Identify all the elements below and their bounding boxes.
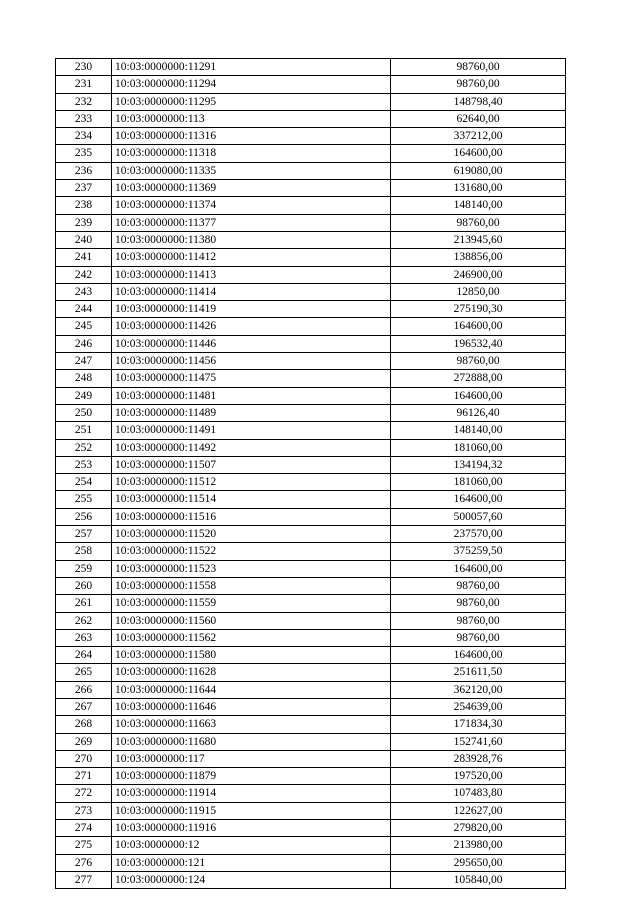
row-number-cell: 234 (56, 128, 112, 145)
cadastral-number-cell: 10:03:0000000:11520 (112, 526, 391, 543)
table-row (56, 612, 566, 629)
table-row (56, 647, 566, 664)
row-number-cell: 256 (56, 508, 112, 525)
row-number-cell: 232 (56, 93, 112, 110)
table-row (56, 370, 566, 387)
cadastral-value-table (55, 58, 566, 889)
cadastral-number-cell: 10:03:0000000:11559 (112, 595, 391, 612)
amount-cell: 213980,00 (391, 837, 566, 854)
amount-cell: 98760,00 (391, 353, 566, 370)
amount-cell: 134194,32 (391, 456, 566, 473)
amount-cell: 181060,00 (391, 439, 566, 456)
row-number-cell: 259 (56, 560, 112, 577)
amount-cell: 164600,00 (391, 145, 566, 162)
amount-cell: 272888,00 (391, 370, 566, 387)
cadastral-number-cell: 10:03:0000000:11412 (112, 249, 391, 266)
cadastral-number-cell: 10:03:0000000:11426 (112, 318, 391, 335)
table-row (56, 404, 566, 421)
row-number-cell: 260 (56, 577, 112, 594)
row-number-cell: 263 (56, 629, 112, 646)
cadastral-number-cell: 10:03:0000000:11580 (112, 647, 391, 664)
amount-cell: 164600,00 (391, 318, 566, 335)
row-number-cell: 267 (56, 698, 112, 715)
amount-cell: 152741,60 (391, 733, 566, 750)
table-row (56, 577, 566, 594)
table-row (56, 59, 566, 76)
amount-cell: 337212,00 (391, 128, 566, 145)
cadastral-number-cell: 10:03:0000000:11456 (112, 353, 391, 370)
cadastral-number-cell: 10:03:0000000:11915 (112, 802, 391, 819)
cadastral-number-cell: 10:03:0000000:11413 (112, 266, 391, 283)
row-number-cell: 230 (56, 59, 112, 76)
table-row (56, 180, 566, 197)
row-number-cell: 235 (56, 145, 112, 162)
row-number-cell: 268 (56, 716, 112, 733)
amount-cell: 254639,00 (391, 698, 566, 715)
cadastral-number-cell: 10:03:0000000:124 (112, 871, 391, 888)
row-number-cell: 255 (56, 491, 112, 508)
cadastral-number-cell: 10:03:0000000:11316 (112, 128, 391, 145)
row-number-cell: 272 (56, 785, 112, 802)
amount-cell: 375259,50 (391, 543, 566, 560)
cadastral-number-cell: 10:03:0000000:11291 (112, 59, 391, 76)
cadastral-number-cell: 10:03:0000000:113 (112, 110, 391, 127)
table-row (56, 110, 566, 127)
row-number-cell: 237 (56, 180, 112, 197)
row-number-cell: 258 (56, 543, 112, 560)
table-row (56, 76, 566, 93)
cadastral-number-cell: 10:03:0000000:11562 (112, 629, 391, 646)
row-number-cell: 249 (56, 387, 112, 404)
row-number-cell: 252 (56, 439, 112, 456)
cadastral-number-cell: 10:03:0000000:121 (112, 854, 391, 871)
amount-cell: 164600,00 (391, 387, 566, 404)
cadastral-number-cell: 10:03:0000000:11558 (112, 577, 391, 594)
table-row (56, 716, 566, 733)
table-row (56, 681, 566, 698)
amount-cell: 98760,00 (391, 214, 566, 231)
table-row (56, 871, 566, 888)
table-row (56, 128, 566, 145)
amount-cell: 164600,00 (391, 560, 566, 577)
cadastral-number-cell: 10:03:0000000:11916 (112, 820, 391, 837)
row-number-cell: 264 (56, 647, 112, 664)
table-row (56, 301, 566, 318)
table-row (56, 698, 566, 715)
amount-cell: 251611,50 (391, 664, 566, 681)
cadastral-number-cell: 10:03:0000000:11512 (112, 474, 391, 491)
table-row (56, 266, 566, 283)
cadastral-number-cell: 10:03:0000000:11516 (112, 508, 391, 525)
row-number-cell: 239 (56, 214, 112, 231)
row-number-cell: 275 (56, 837, 112, 854)
table-row (56, 508, 566, 525)
amount-cell: 619080,00 (391, 162, 566, 179)
amount-cell: 62640,00 (391, 110, 566, 127)
cadastral-number-cell: 10:03:0000000:11481 (112, 387, 391, 404)
amount-cell: 98760,00 (391, 76, 566, 93)
cadastral-number-cell: 10:03:0000000:11492 (112, 439, 391, 456)
amount-cell: 213945,60 (391, 231, 566, 248)
cadastral-number-cell: 10:03:0000000:11507 (112, 456, 391, 473)
table-row (56, 526, 566, 543)
row-number-cell: 238 (56, 197, 112, 214)
row-number-cell: 254 (56, 474, 112, 491)
amount-cell: 196532,40 (391, 335, 566, 352)
amount-cell: 138856,00 (391, 249, 566, 266)
row-number-cell: 262 (56, 612, 112, 629)
amount-cell: 122627,00 (391, 802, 566, 819)
amount-cell: 197520,00 (391, 768, 566, 785)
cadastral-number-cell: 10:03:0000000:11514 (112, 491, 391, 508)
cadastral-number-cell: 10:03:0000000:11680 (112, 733, 391, 750)
cadastral-number-cell: 10:03:0000000:11318 (112, 145, 391, 162)
row-number-cell: 271 (56, 768, 112, 785)
amount-cell: 148140,00 (391, 197, 566, 214)
table-row (56, 422, 566, 439)
cadastral-number-cell: 10:03:0000000:11377 (112, 214, 391, 231)
cadastral-number-cell: 10:03:0000000:117 (112, 750, 391, 767)
row-number-cell: 277 (56, 871, 112, 888)
table-row (56, 318, 566, 335)
amount-cell: 131680,00 (391, 180, 566, 197)
row-number-cell: 231 (56, 76, 112, 93)
row-number-cell: 273 (56, 802, 112, 819)
table-row (56, 543, 566, 560)
row-number-cell: 236 (56, 162, 112, 179)
amount-cell: 107483,80 (391, 785, 566, 802)
amount-cell: 295650,00 (391, 854, 566, 871)
table-row (56, 802, 566, 819)
amount-cell: 164600,00 (391, 491, 566, 508)
amount-cell: 246900,00 (391, 266, 566, 283)
table-row (56, 231, 566, 248)
cadastral-number-cell: 10:03:0000000:11475 (112, 370, 391, 387)
row-number-cell: 246 (56, 335, 112, 352)
table-row (56, 629, 566, 646)
amount-cell: 164600,00 (391, 647, 566, 664)
row-number-cell: 248 (56, 370, 112, 387)
row-number-cell: 242 (56, 266, 112, 283)
row-number-cell: 243 (56, 283, 112, 300)
row-number-cell: 247 (56, 353, 112, 370)
table-row (56, 145, 566, 162)
cadastral-number-cell: 10:03:0000000:11489 (112, 404, 391, 421)
amount-cell: 96126,40 (391, 404, 566, 421)
cadastral-number-cell: 10:03:0000000:11646 (112, 698, 391, 715)
table-row (56, 768, 566, 785)
cadastral-number-cell: 10:03:0000000:11560 (112, 612, 391, 629)
cadastral-number-cell: 10:03:0000000:11369 (112, 180, 391, 197)
table-row (56, 491, 566, 508)
table-row (56, 785, 566, 802)
table-row (56, 837, 566, 854)
row-number-cell: 257 (56, 526, 112, 543)
row-number-cell: 244 (56, 301, 112, 318)
table-row (56, 733, 566, 750)
table-row (56, 439, 566, 456)
cadastral-number-cell: 10:03:0000000:11295 (112, 93, 391, 110)
table-row (56, 664, 566, 681)
row-number-cell: 245 (56, 318, 112, 335)
amount-cell: 171834,30 (391, 716, 566, 733)
row-number-cell: 241 (56, 249, 112, 266)
row-number-cell: 240 (56, 231, 112, 248)
table-row (56, 750, 566, 767)
cadastral-number-cell: 10:03:0000000:11879 (112, 768, 391, 785)
cadastral-number-cell: 10:03:0000000:11419 (112, 301, 391, 318)
amount-cell: 148140,00 (391, 422, 566, 439)
row-number-cell: 250 (56, 404, 112, 421)
amount-cell: 500057,60 (391, 508, 566, 525)
amount-cell: 181060,00 (391, 474, 566, 491)
row-number-cell: 270 (56, 750, 112, 767)
row-number-cell: 233 (56, 110, 112, 127)
cadastral-number-cell: 10:03:0000000:11335 (112, 162, 391, 179)
amount-cell: 12850,00 (391, 283, 566, 300)
amount-cell: 275190,30 (391, 301, 566, 318)
cadastral-number-cell: 10:03:0000000:11522 (112, 543, 391, 560)
table-row (56, 456, 566, 473)
amount-cell: 98760,00 (391, 612, 566, 629)
cadastral-number-cell: 10:03:0000000:11644 (112, 681, 391, 698)
table-body (56, 59, 566, 889)
cadastral-number-cell: 10:03:0000000:11374 (112, 197, 391, 214)
table-row (56, 595, 566, 612)
table-row (56, 854, 566, 871)
cadastral-number-cell: 10:03:0000000:11446 (112, 335, 391, 352)
amount-cell: 98760,00 (391, 59, 566, 76)
table-row (56, 820, 566, 837)
table-row (56, 560, 566, 577)
row-number-cell: 276 (56, 854, 112, 871)
amount-cell: 148798,40 (391, 93, 566, 110)
row-number-cell: 251 (56, 422, 112, 439)
amount-cell: 362120,00 (391, 681, 566, 698)
amount-cell: 98760,00 (391, 577, 566, 594)
cadastral-number-cell: 10:03:0000000:11628 (112, 664, 391, 681)
row-number-cell: 253 (56, 456, 112, 473)
cadastral-number-cell: 10:03:0000000:11294 (112, 76, 391, 93)
row-number-cell: 261 (56, 595, 112, 612)
table-row (56, 93, 566, 110)
amount-cell: 237570,00 (391, 526, 566, 543)
row-number-cell: 266 (56, 681, 112, 698)
amount-cell: 279820,00 (391, 820, 566, 837)
table-row (56, 387, 566, 404)
row-number-cell: 269 (56, 733, 112, 750)
cadastral-number-cell: 10:03:0000000:11414 (112, 283, 391, 300)
table-row (56, 249, 566, 266)
table-row (56, 214, 566, 231)
amount-cell: 283928,76 (391, 750, 566, 767)
amount-cell: 105840,00 (391, 871, 566, 888)
table-row (56, 197, 566, 214)
table-row (56, 335, 566, 352)
table-row (56, 474, 566, 491)
table-row (56, 353, 566, 370)
cadastral-number-cell: 10:03:0000000:11380 (112, 231, 391, 248)
cadastral-number-cell: 10:03:0000000:12 (112, 837, 391, 854)
table-row (56, 283, 566, 300)
amount-cell: 98760,00 (391, 595, 566, 612)
row-number-cell: 265 (56, 664, 112, 681)
cadastral-number-cell: 10:03:0000000:11491 (112, 422, 391, 439)
row-number-cell: 274 (56, 820, 112, 837)
cadastral-number-cell: 10:03:0000000:11914 (112, 785, 391, 802)
amount-cell: 98760,00 (391, 629, 566, 646)
table-row (56, 162, 566, 179)
cadastral-number-cell: 10:03:0000000:11663 (112, 716, 391, 733)
cadastral-number-cell: 10:03:0000000:11523 (112, 560, 391, 577)
